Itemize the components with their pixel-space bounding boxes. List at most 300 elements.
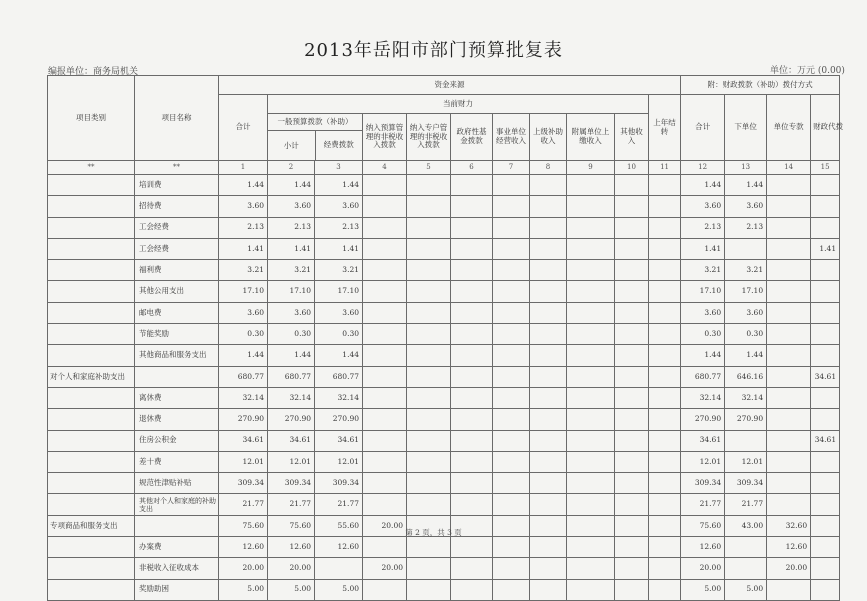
value-cell-c12: 3.21 [681,260,725,281]
value-cell-c10 [615,238,649,259]
value-cell-c12: 1.41 [681,238,725,259]
value-cell-c8 [530,175,567,196]
value-cell-c3: 1.41 [315,238,363,259]
value-cell-c2: 1.44 [268,345,315,366]
value-cell-c9 [567,366,615,387]
value-cell-c10 [615,196,649,217]
value-cell-c8 [530,494,567,515]
value-cell-c7 [493,387,530,408]
category-cell [48,260,135,281]
value-cell-c4 [363,387,407,408]
value-cell-c15 [811,175,840,196]
item-name-cell: 福利费 [135,260,219,281]
value-cell-c1: 309.34 [219,473,268,494]
value-cell-c1: 5.00 [219,579,268,600]
column-index-cell: ** [48,161,135,175]
column-index-cell: 1 [219,161,268,175]
value-cell-c11 [649,387,681,408]
column-index-cell: 14 [767,161,811,175]
value-cell-c6 [451,473,493,494]
item-name-cell: 规范性津贴补贴 [135,473,219,494]
value-cell-c3: 0.30 [315,324,363,345]
value-cell-c10 [615,473,649,494]
value-cell-c9 [567,473,615,494]
value-cell-c5 [407,409,451,430]
value-cell-c2: 3.21 [268,260,315,281]
category-cell [48,302,135,323]
value-cell-c1: 17.10 [219,281,268,302]
value-cell-c9 [567,409,615,430]
value-cell-c7 [493,345,530,366]
value-cell-c10 [615,281,649,302]
value-cell-c5 [407,537,451,558]
value-cell-c9 [567,579,615,600]
value-cell-c5 [407,324,451,345]
value-cell-c3: 5.00 [315,579,363,600]
value-cell-c10 [615,387,649,408]
value-cell-c6 [451,302,493,323]
item-name-cell: 退休费 [135,409,219,430]
value-cell-c4 [363,217,407,238]
value-cell-c4 [363,430,407,451]
item-name-cell: 奖励助困 [135,579,219,600]
value-cell-c9 [567,494,615,515]
item-name-cell: 离休费 [135,387,219,408]
value-cell-c4 [363,494,407,515]
value-cell-c2: 3.60 [268,196,315,217]
value-cell-c1: 12.60 [219,537,268,558]
value-cell-c9 [567,196,615,217]
header-biz-income: 事业单位经营收入 [493,114,530,161]
value-cell-c10 [615,345,649,366]
value-cell-c7 [493,409,530,430]
value-cell-c14 [767,196,811,217]
value-cell-c7 [493,430,530,451]
value-cell-c4 [363,281,407,302]
value-cell-c12: 0.30 [681,324,725,345]
value-cell-c10 [615,260,649,281]
value-cell-c7 [493,196,530,217]
value-cell-c13: 43.00 [725,515,767,536]
category-cell [48,558,135,579]
value-cell-c12: 680.77 [681,366,725,387]
value-cell-c2: 270.90 [268,409,315,430]
value-cell-c13: 5.00 [725,579,767,600]
value-cell-c2: 75.60 [268,515,315,536]
table-row [48,409,840,430]
value-cell-c7 [493,366,530,387]
value-cell-c6 [451,366,493,387]
category-cell [48,345,135,366]
value-cell-c3: 270.90 [315,409,363,430]
value-cell-c15 [811,217,840,238]
header-superior: 上级补助收入 [530,114,567,161]
table-row [48,558,840,579]
table-row [48,494,840,515]
value-cell-c14 [767,281,811,302]
value-cell-c6 [451,175,493,196]
category-cell [48,324,135,345]
value-cell-c1: 12.01 [219,451,268,472]
header-special-fund: 纳入专户管理的非税收入拨款 [407,114,451,161]
unit-label: 单位：万元 (0.00) [770,66,845,76]
value-cell-c8 [530,387,567,408]
value-cell-c9 [567,558,615,579]
value-cell-c6 [451,324,493,345]
value-cell-c7 [493,324,530,345]
value-cell-c7 [493,451,530,472]
column-index-cell: 5 [407,161,451,175]
value-cell-c3: 1.44 [315,345,363,366]
value-cell-c12: 5.00 [681,579,725,600]
value-cell-c14 [767,324,811,345]
value-cell-c11 [649,579,681,600]
value-cell-c9 [567,175,615,196]
header-total: 合计 [219,95,268,161]
category-cell [48,175,135,196]
header-source: 资金来源 [219,76,681,95]
value-cell-c4 [363,196,407,217]
value-cell-c4: 20.00 [363,558,407,579]
value-cell-c7 [493,302,530,323]
value-cell-c5 [407,473,451,494]
value-cell-c1: 20.00 [219,558,268,579]
value-cell-c3: 1.44 [315,175,363,196]
value-cell-c4 [363,260,407,281]
category-cell [48,387,135,408]
value-cell-c3: 12.60 [315,537,363,558]
value-cell-c13: 646.16 [725,366,767,387]
item-name-cell: 工会经费 [135,238,219,259]
value-cell-c11 [649,281,681,302]
value-cell-c2: 309.34 [268,473,315,494]
value-cell-c9 [567,217,615,238]
value-cell-c1: 3.60 [219,302,268,323]
column-index-cell: 7 [493,161,530,175]
value-cell-c5 [407,579,451,600]
value-cell-c15 [811,345,840,366]
value-cell-c14 [767,345,811,366]
header-item-name: 项目名称 [135,76,219,161]
value-cell-c6 [451,238,493,259]
value-cell-c6 [451,451,493,472]
value-cell-c15 [811,302,840,323]
value-cell-c12: 2.13 [681,217,725,238]
value-cell-c5 [407,494,451,515]
value-cell-c8 [530,260,567,281]
value-cell-c4 [363,366,407,387]
value-cell-c12: 75.60 [681,515,725,536]
value-cell-c3: 21.77 [315,494,363,515]
value-cell-c2: 1.44 [268,175,315,196]
category-cell [48,430,135,451]
value-cell-c8 [530,579,567,600]
value-cell-c4 [363,537,407,558]
value-cell-c14 [767,387,811,408]
item-name-cell: 招待费 [135,196,219,217]
value-cell-c12: 21.77 [681,494,725,515]
column-index-row [48,161,840,175]
value-cell-c11 [649,196,681,217]
value-cell-c14 [767,473,811,494]
value-cell-c6 [451,217,493,238]
column-index-cell: ** [135,161,219,175]
value-cell-c8 [530,196,567,217]
value-cell-c9 [567,430,615,451]
table-row [48,175,840,196]
page-footer: 第 2 页，共 3 页 [405,528,462,537]
value-cell-c13: 17.10 [725,281,767,302]
header-affiliated: 附属单位上缴收入 [567,114,615,161]
value-cell-c6 [451,387,493,408]
value-cell-c13: 21.77 [725,494,767,515]
value-cell-c4: 20.00 [363,515,407,536]
value-cell-c5 [407,302,451,323]
value-cell-c7 [493,281,530,302]
value-cell-c15 [811,260,840,281]
value-cell-c14: 12.60 [767,537,811,558]
value-cell-c7 [493,473,530,494]
page-title: 2013年岳阳市部门预算批复表 [304,40,563,61]
value-cell-c15 [811,387,840,408]
header-general-budget: 一般预算拨款（补助） [268,114,362,131]
value-cell-c4 [363,238,407,259]
value-cell-c8 [530,366,567,387]
value-cell-c1: 3.21 [219,260,268,281]
value-cell-c10 [615,217,649,238]
table-row [48,451,840,472]
value-cell-c9 [567,537,615,558]
value-cell-c8 [530,409,567,430]
value-cell-c10 [615,451,649,472]
value-cell-c5 [407,345,451,366]
value-cell-c5 [407,366,451,387]
value-cell-c3: 3.60 [315,196,363,217]
value-cell-c14 [767,494,811,515]
value-cell-c11 [649,302,681,323]
header-funding: 经费拨款 [323,140,354,150]
column-index-cell: 4 [363,161,407,175]
value-cell-c13: 1.44 [725,345,767,366]
value-cell-c1: 34.61 [219,430,268,451]
value-cell-c10 [615,366,649,387]
column-index-cell: 8 [530,161,567,175]
value-cell-c12: 20.00 [681,558,725,579]
value-cell-c14 [767,260,811,281]
value-cell-c8 [530,345,567,366]
category-cell [48,281,135,302]
value-cell-c8 [530,451,567,472]
value-cell-c7 [493,494,530,515]
column-index-cell: 15 [811,161,840,175]
header-subtotal: 小计 [268,131,316,160]
value-cell-c15: 1.41 [811,238,840,259]
table-row [48,260,840,281]
value-cell-c14 [767,175,811,196]
table-row [48,217,840,238]
value-cell-c13: 1.44 [725,175,767,196]
column-index-cell: 6 [451,161,493,175]
value-cell-c5 [407,238,451,259]
value-cell-c10 [615,537,649,558]
item-name-cell: 其他公用支出 [135,281,219,302]
column-index-cell: 10 [615,161,649,175]
value-cell-c4 [363,409,407,430]
value-cell-c6 [451,345,493,366]
value-cell-c12: 3.60 [681,302,725,323]
value-cell-c3: 3.60 [315,302,363,323]
value-cell-c15 [811,494,840,515]
item-name-cell: 邮电费 [135,302,219,323]
value-cell-c3 [315,558,363,579]
value-cell-c13: 309.34 [725,473,767,494]
value-cell-c14 [767,409,811,430]
value-cell-c15 [811,579,840,600]
value-cell-c10 [615,430,649,451]
value-cell-c8 [530,430,567,451]
value-cell-c5 [407,451,451,472]
column-index-cell: 2 [268,161,315,175]
value-cell-c5 [407,387,451,408]
value-cell-c8 [530,238,567,259]
item-name-cell: 其他对个人和家庭的补助支出 [135,494,219,515]
value-cell-c2: 32.14 [268,387,315,408]
value-cell-c3: 12.01 [315,451,363,472]
item-name-cell [135,366,219,387]
category-cell [48,494,135,515]
value-cell-c6 [451,430,493,451]
value-cell-c5 [407,175,451,196]
value-cell-c5 [407,260,451,281]
value-cell-c15 [811,324,840,345]
value-cell-c8 [530,473,567,494]
value-cell-c9 [567,324,615,345]
value-cell-c6 [451,494,493,515]
value-cell-c14 [767,579,811,600]
value-cell-c2: 12.60 [268,537,315,558]
value-cell-c14: 32.60 [767,515,811,536]
value-cell-c12: 1.44 [681,345,725,366]
value-cell-c11 [649,558,681,579]
header-gov-fund: 政府性基金拨款 [451,114,493,161]
value-cell-c8 [530,302,567,323]
value-cell-c13 [725,558,767,579]
header-treasury: 单位专款 [767,95,811,161]
value-cell-c11 [649,409,681,430]
value-cell-c6 [451,196,493,217]
value-cell-c2: 20.00 [268,558,315,579]
category-cell: 专项商品和服务支出 [48,515,135,536]
table-row [48,196,840,217]
value-cell-c11 [649,451,681,472]
value-cell-c3: 34.61 [315,430,363,451]
value-cell-c15 [811,409,840,430]
value-cell-c3: 2.13 [315,217,363,238]
value-cell-c6 [451,260,493,281]
value-cell-c13: 2.13 [725,217,767,238]
category-cell: 对个人和家庭补助支出 [48,366,135,387]
value-cell-c13: 3.60 [725,302,767,323]
value-cell-c12: 3.60 [681,196,725,217]
category-cell [48,579,135,600]
value-cell-c2: 17.10 [268,281,315,302]
value-cell-c10 [615,494,649,515]
value-cell-c14 [767,430,811,451]
value-cell-c8 [530,324,567,345]
value-cell-c7 [493,260,530,281]
value-cell-c9 [567,260,615,281]
value-cell-c12: 12.01 [681,451,725,472]
value-cell-c12: 1.44 [681,175,725,196]
value-cell-c12: 32.14 [681,387,725,408]
value-cell-c2: 3.60 [268,302,315,323]
value-cell-c15 [811,473,840,494]
value-cell-c10 [615,558,649,579]
item-name-cell: 培训费 [135,175,219,196]
value-cell-c14 [767,366,811,387]
value-cell-c3: 32.14 [315,387,363,408]
value-cell-c1: 1.44 [219,175,268,196]
value-cell-c13 [725,430,767,451]
value-cell-c8 [530,281,567,302]
value-cell-c13: 3.60 [725,196,767,217]
budget-table [47,75,844,601]
value-cell-c11 [649,217,681,238]
item-name-cell: 工会经费 [135,217,219,238]
value-cell-c3: 309.34 [315,473,363,494]
table-row [48,302,840,323]
value-cell-c1: 75.60 [219,515,268,536]
value-cell-c1: 1.41 [219,238,268,259]
item-name-cell: 节能奖励 [135,324,219,345]
value-cell-c11 [649,537,681,558]
value-cell-c7 [493,238,530,259]
value-cell-c9 [567,345,615,366]
value-cell-c3: 17.10 [315,281,363,302]
value-cell-c13: 12.01 [725,451,767,472]
value-cell-c10 [615,579,649,600]
value-cell-c11 [649,473,681,494]
value-cell-c2: 12.01 [268,451,315,472]
value-cell-c1: 0.30 [219,324,268,345]
value-cell-c11 [649,366,681,387]
general-budget-group [268,114,363,161]
value-cell-c9 [567,302,615,323]
value-cell-c7 [493,537,530,558]
value-cell-c1: 2.13 [219,217,268,238]
header-other-income: 其他收入 [615,114,649,161]
column-index-cell: 13 [725,161,767,175]
value-cell-c11 [649,324,681,345]
header-last-year: 上年结转 [649,95,681,161]
value-cell-c13: 32.14 [725,387,767,408]
value-cell-c6 [451,537,493,558]
header-current-finance: 当前财力 [268,95,649,114]
value-cell-c3: 55.60 [315,515,363,536]
value-cell-c11 [649,494,681,515]
value-cell-c11 [649,260,681,281]
value-cell-c14 [767,451,811,472]
value-cell-c14 [767,217,811,238]
value-cell-c5 [407,196,451,217]
value-cell-c2: 1.41 [268,238,315,259]
item-name-cell: 办案费 [135,537,219,558]
header-budget-mgmt: 纳入预算管理的非税收入拨款 [363,114,407,161]
value-cell-c7 [493,579,530,600]
value-cell-c12: 17.10 [681,281,725,302]
value-cell-c10 [615,324,649,345]
value-cell-c12: 34.61 [681,430,725,451]
